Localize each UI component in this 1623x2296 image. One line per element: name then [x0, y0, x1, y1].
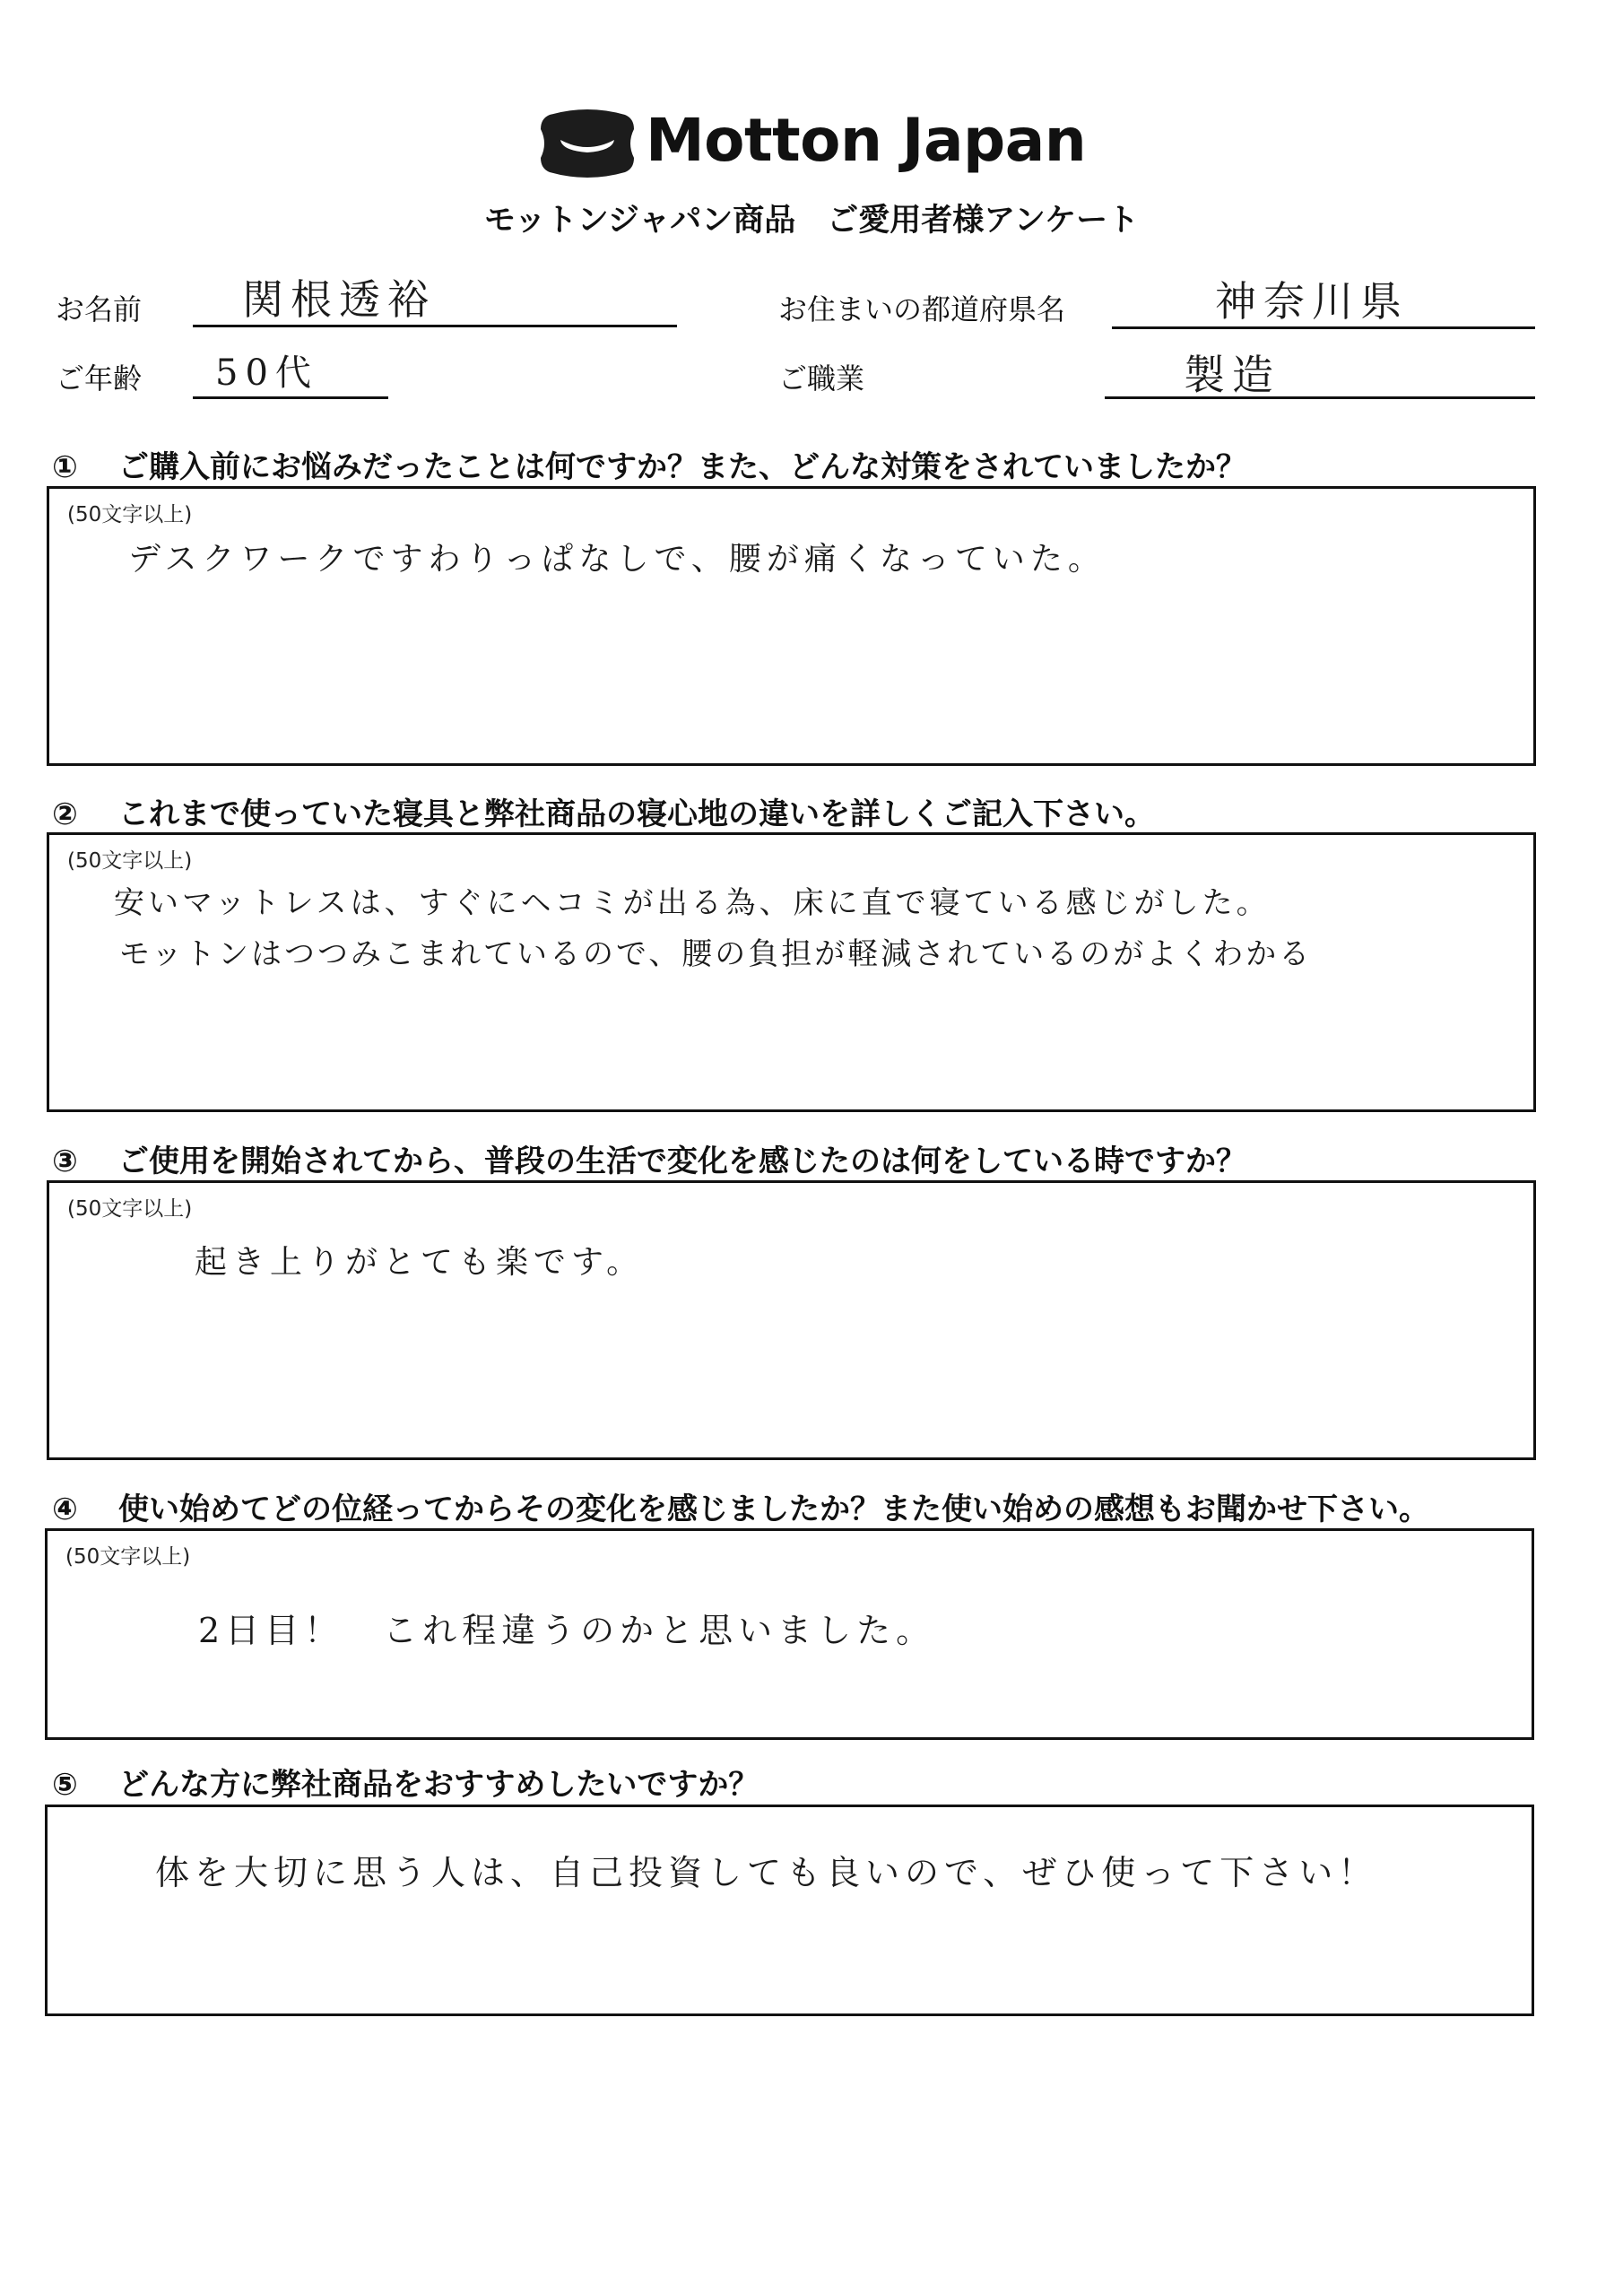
- job-value: 製造: [1184, 351, 1280, 399]
- question-text: 使い始めてどの位経ってからその変化を感じましたか？また使い始めの感想もお聞かせ下さい。: [118, 1492, 1429, 1527]
- survey-title: モットンジャパン商品 ご愛用者様アンケート: [483, 203, 1140, 239]
- answer-line: 起き上りがとても楽です。: [195, 1244, 645, 1281]
- answer-line: 2日目！ これ程違うのかと思いました。: [198, 1611, 936, 1650]
- answer-line: 安いマットレスは、すぐにヘコミが出る為、床に直で寝ている感じがした。: [114, 885, 1271, 921]
- hint-text: (50文字以上): [65, 1545, 191, 1569]
- question-1: [52, 442, 1246, 486]
- answer-box-5: [45, 1805, 1534, 2016]
- name-value: 関根透裕: [242, 275, 436, 324]
- name-underline: [193, 325, 677, 327]
- name-label: お名前: [56, 292, 143, 326]
- question-text: ご使用を開始されてから、普段の生活で変化を感じたのは何をしている時ですか？: [118, 1144, 1246, 1179]
- hint-text: (50文字以上): [67, 849, 193, 873]
- answer-box-4: [45, 1528, 1534, 1740]
- age-value: 50代: [215, 352, 318, 394]
- prefecture-underline: [1112, 326, 1535, 329]
- question-text: ご購入前にお悩みだったことは何ですか？また、どんな対策をされていましたか？: [118, 449, 1246, 485]
- job-label: ご職業: [778, 361, 865, 396]
- question-number: ②: [52, 796, 78, 832]
- question-4: [52, 1484, 1429, 1528]
- answer-box-3: [47, 1180, 1536, 1460]
- prefecture-value: 神奈川県: [1215, 277, 1409, 326]
- question-number: ①: [52, 449, 78, 485]
- answer-line: 体を大切に思う人は、自己投資しても良いので、ぜひ使って下さい！: [155, 1853, 1378, 1892]
- brand-name: Motton Japan: [646, 106, 1087, 175]
- prefecture-label: お住まいの都道府県名: [778, 292, 1066, 326]
- hint-text: (50文字以上): [67, 1197, 193, 1221]
- question-number: ⑤: [52, 1767, 78, 1803]
- job-underline: [1105, 396, 1535, 399]
- motton-logo-icon: [541, 109, 634, 178]
- answer-line: モットンはつつみこまれているので、腰の負担が軽減されているのがよくわかる: [119, 936, 1313, 972]
- question-number: ③: [52, 1144, 78, 1179]
- question-5: [52, 1760, 759, 1804]
- question-number: ④: [52, 1492, 78, 1527]
- answer-box-1: [47, 486, 1536, 766]
- question-text: これまで使っていた寝具と弊社商品の寝心地の違いを詳しくご記入下さい。: [118, 796, 1155, 832]
- answer-line: デスクワークですわりっぱなしで、腰が痛くなっていた。: [128, 541, 1106, 578]
- question-2: [52, 789, 1155, 833]
- hint-text: (50文字以上): [67, 503, 193, 526]
- age-label: ご年齢: [56, 361, 143, 396]
- question-3: [52, 1136, 1246, 1180]
- question-text: どんな方に弊社商品をおすすめしたいですか？: [118, 1767, 759, 1803]
- answer-box-2: [47, 832, 1536, 1112]
- age-underline: [193, 396, 388, 399]
